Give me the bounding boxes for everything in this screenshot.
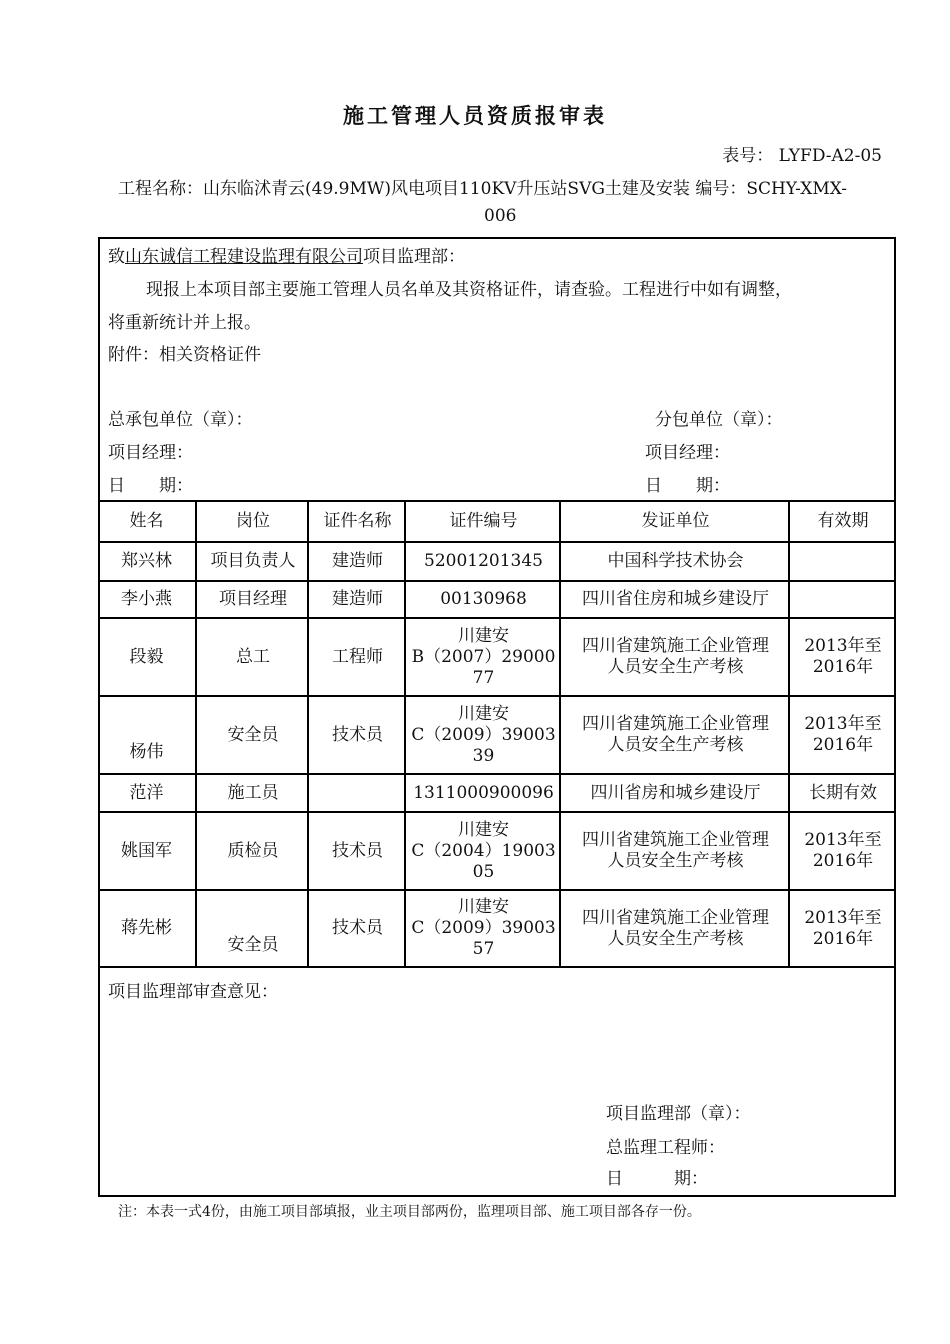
cell-certificate: 技术员: [332, 918, 383, 938]
cell-validity: 2013年至 2016年: [804, 636, 882, 677]
header-validity: 有效期: [817, 511, 869, 531]
addressee-line: [108, 242, 465, 267]
cell-issuer: 四川省建筑施工企业管理 人员安全生产考核: [582, 907, 769, 949]
supervision-seal: 项目监理部（章）：: [606, 1104, 751, 1124]
cell-name: 郑兴林: [121, 551, 172, 571]
review-opinion-label: 项目监理部审查意见：: [108, 982, 278, 1002]
cell-name: 杨伟: [129, 742, 164, 762]
letter-body-line1: 现报上本项目部主要施工管理人员名单及其资格证件，请查验。工程进行中如有调整，: [146, 280, 792, 300]
review-date: 日 期：: [606, 1169, 708, 1189]
cell-position: 总工: [236, 646, 270, 667]
cell-certificate: 建造师: [332, 551, 383, 571]
cell-issuer: 四川省建筑施工企业管理 人员安全生产考核: [582, 830, 769, 871]
project-code-continuation: 006: [484, 206, 517, 226]
header-name: 姓名: [129, 511, 164, 531]
cell-certificate-number: 1311000900096: [413, 782, 554, 803]
header-certificate-number: 证件编号: [449, 511, 518, 531]
cell-position: 项目负责人: [210, 551, 296, 571]
supervisor-company: 山东诚信工程建设监理有限公司: [125, 247, 363, 267]
cell-certificate-number: 52001201345: [424, 551, 543, 571]
cell-certificate-number: 川建安 B（2007）29000 77: [411, 625, 556, 688]
addressee-suffix: 项目监理部：: [363, 247, 465, 267]
cell-position: 安全员: [227, 935, 279, 955]
page-title: 施工管理人员资质报审表: [343, 104, 607, 128]
cell-issuer: 四川省建筑施工企业管理 人员安全生产考核: [582, 636, 769, 677]
cell-validity: [790, 582, 896, 617]
table-bottom-border: [98, 966, 896, 968]
header-position: 岗位: [236, 511, 270, 531]
cell-position: 质检员: [227, 840, 279, 861]
date-left: 日 期：: [108, 476, 193, 496]
cell-name: 蒋先彬: [121, 918, 172, 938]
cell-certificate-number: 川建安 C（2009）39003 57: [411, 897, 556, 959]
subcontractor-seal: 分包单位（章）：: [655, 410, 783, 430]
header-issuer: 发证单位: [641, 511, 710, 531]
cell-certificate: 建造师: [332, 589, 383, 609]
cell-name: 范洋: [129, 782, 164, 803]
cell-validity: 长期有效: [809, 782, 877, 803]
header-certificate: 证件名称: [323, 511, 392, 531]
project-manager-left: 项目经理：: [108, 443, 193, 463]
cell-name: 段毅: [129, 646, 164, 667]
cell-validity: 2013年至 2016年: [804, 714, 882, 755]
cell-name: 李小燕: [121, 589, 172, 609]
cell-certificate: 技术员: [332, 724, 383, 745]
cell-validity: 2013年至 2016年: [804, 907, 882, 949]
date-right: 日 期：: [645, 476, 730, 496]
cell-certificate-number: 川建安 C（2004）19003 05: [411, 819, 556, 882]
letter-body-line2: 将重新统计并上报。: [108, 313, 261, 333]
form-number: 表号： LYFD-A2-05: [722, 146, 882, 166]
cell-validity: 2013年至 2016年: [804, 830, 882, 871]
project-name-line: 工程名称：山东临沭青云(49.9MW)风电项目110KV升压站SVG土建及安装 编号：SCHY-XMX-: [118, 179, 848, 199]
cell-name: 姚国军: [121, 840, 172, 861]
cell-certificate: 工程师: [332, 646, 383, 667]
cell-issuer: 四川省住房和城乡建设厅: [582, 589, 769, 609]
general-contractor-seal: 总承包单位（章）：: [108, 410, 253, 430]
cell-issuer: 四川省房和城乡建设厅: [590, 782, 761, 803]
cell-certificate: 技术员: [332, 840, 383, 861]
footnote: 注：本表一式4份，由施工项目部填报，业主项目部两份，监理项目部、施工项目部各存一份。: [118, 1204, 701, 1220]
cell-certificate-number: 00130968: [440, 589, 527, 609]
project-manager-right: 项目经理：: [645, 443, 730, 463]
addressee-prefix: 致: [108, 247, 125, 267]
cell-position: 施工员: [227, 782, 279, 803]
cell-issuer: 中国科学技术协会: [607, 551, 744, 571]
cell-validity: [790, 543, 896, 580]
cell-certificate: [309, 775, 406, 811]
cell-position: 项目经理: [219, 589, 287, 609]
cell-position: 安全员: [227, 724, 279, 745]
cell-certificate-number: 川建安 C（2009）39003 39: [411, 703, 556, 766]
cell-issuer: 四川省建筑施工企业管理 人员安全生产考核: [582, 714, 769, 755]
chief-engineer-signature: 总监理工程师：: [606, 1138, 725, 1158]
attachment-note: 附件：相关资格证件: [108, 345, 261, 365]
